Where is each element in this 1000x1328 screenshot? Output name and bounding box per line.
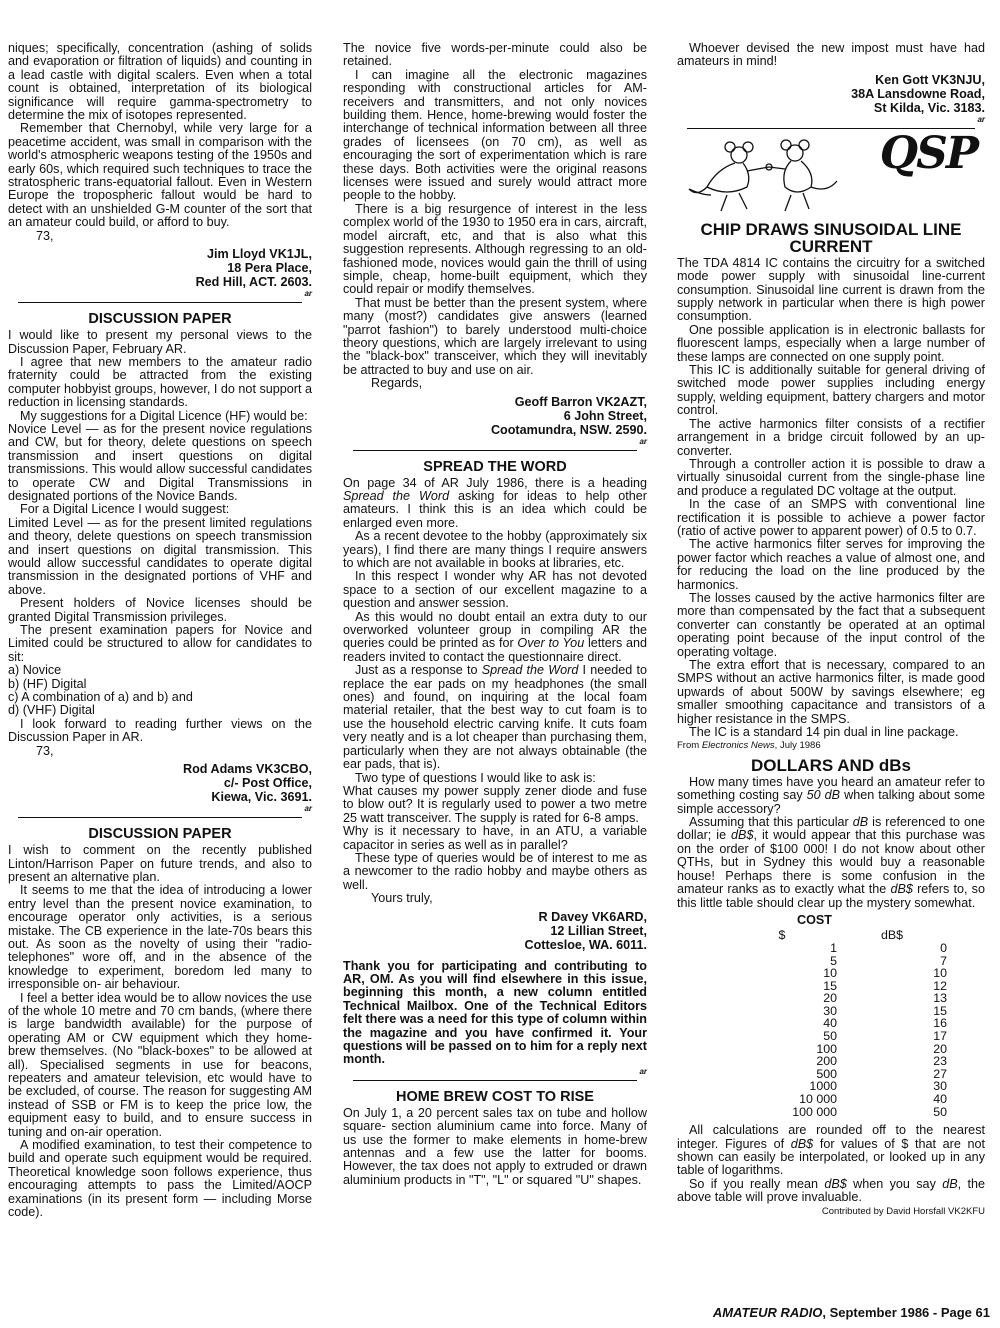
paragraph: This IC is additionally suitable for general driving of switched mode power supplies including energy supply, welding equipment, battery chargers and motor control. [677,363,985,418]
paragraph: For a Digital Licence I would suggest: [20,502,230,517]
paragraph: Limited Level — as for the present limited regulations and theory, delete questions on speech transmission and insert questions on digital transmission. This would allow successful candidates to operate digital transmission in the designated portions of VHF and above. [8,515,312,597]
list-item: b) (HF) Digital [8,676,87,691]
dollar-cell: 500 [816,1066,837,1081]
dancing-mice-illustration [677,137,877,217]
signature-r-davey [343,910,647,952]
paragraph: I can imagine all the electronic magazines responding with constructional articles for AM-receivers and transmitters, and not only novices building them. Hence, home-brewing would foster the interchange of technical information between all three grades of licensees (on 70 cm), as well as encouraging the sort of experimentation which is rare these days. Both activities were the original reasons licenses were issued and surely would attract more people to the hobby. [343,67,647,203]
qsp-banner [677,127,985,217]
table-row [727,1030,947,1043]
paragraph: Why is it necessary to have, in an ATU, a variable capacitor in series as well as in parallel? [343,824,647,852]
dollar-cell: 30 [823,1003,837,1018]
qsp-logo: QSP [879,127,977,179]
paragraph: One possible application is in electronic ballasts for fluorescent lamps, especially when a large number of these lamps are connected on one supply point. [677,322,985,364]
magazine-name: AMATEUR RADIO [712,1305,823,1320]
text-italic: dB$ [824,1176,847,1191]
paragraph: These type of queries would be of interest to me as a newcomer to the radio hobby and maybe others as well. [343,850,647,892]
list-item: c) A combination of a) and b) and [8,690,193,705]
text: letters and readers invited to contact the questionnaire direct. [343,636,648,664]
sig-line: Jim Lloyd VK1JL, [207,247,312,262]
dollar-cell: 10 [823,966,837,981]
text: , July 1986 [774,740,821,752]
closing: Yours truly, [371,891,433,906]
text-italic: dB$ [731,828,754,843]
table-row [727,1017,947,1030]
paragraph: In this respect I wonder why AR has not devoted space to a section of our excellent magazine to a question and answer session. [343,569,647,611]
ar-mark: ar [639,1066,647,1076]
table-header-cell: dB$ [880,928,904,943]
dollar-cell: 15 [823,978,837,993]
dollar-cell: 10 000 [799,1092,837,1107]
text-italic: Spread the Word [343,488,450,503]
text: refers to, so this little table should clear up the mystery somewhat. [677,882,985,910]
table-row [727,1068,947,1081]
paragraph [677,1124,985,1178]
paragraph: Novice Level — as for the present novice regulations and CW, but for theory, delete questions on speech transmission and insert questions on digital transmissions. This would allow successful candidates to operate CW and Digital Transmissions in designated portions of the Novice Bands. [8,421,312,503]
paragraph: I agree that new members to the amateur radio fraternity could be attracted from the existing computer hobbyist groups, however, I do not support a reduction in licensing standards. [8,354,312,410]
paragraph: Remember that Chernobyl, while very large for a peacetime accident, was small in comparison with the world's atmospheric weapons testing of the 1950s and early 60s, which required such techniques to trace the stratospheric trans-equatorial fallout. Even in Western Europe the tropospheric fallout would be hard to detect with an unshielded G-M counter of the sort that an amateur could build, or afford to buy. [8,121,312,230]
sig-line: St Kilda, Vic. 3183. [873,100,985,115]
text: As this would no doubt entail an extra duty to our overworked volunteer group in compiling AR the queries could be printed as for [343,609,647,651]
table-row [727,967,947,980]
dbs-cell: 30 [933,1079,947,1094]
dbs-cell: 0 [940,940,947,955]
sig-line: Cootamundra, NSW. 2590. [490,422,647,437]
sig-line: c/- Post Office, [223,776,312,791]
closing: 73, [36,743,54,758]
dbs-cell: 15 [933,1003,947,1018]
sig-line: Rod Adams VK3CBO, [183,762,312,777]
dollar-cell: 100 000 [792,1104,837,1119]
text: when talking about some simple accessory? [677,788,985,816]
text-italic: 50 dB [806,788,841,803]
text-italic: Over to You [517,636,585,651]
paragraph: The novice five words-per-minute could also be retained. [343,41,647,69]
table-row [727,1043,947,1056]
heading-home-brew: HOME BREW COST TO RISE [396,1088,594,1105]
paragraph: As a recent devotee to the hobby (approximately six years), I find there are many things I require answers to which are not available in books at libraries, etc. [343,529,647,570]
paragraph: Two type of questions I would like to ask is: [355,770,596,785]
heading-dollars-and-dbs: DOLLARS AND dBs [751,755,911,775]
text-italic: Spread the Word [481,663,579,678]
dbs-cell: 50 [933,1104,947,1119]
ar-mark: ar [304,804,312,814]
text: How many times have you heard an amateur refer to something costing say [677,774,985,803]
dbs-cell: 17 [933,1029,947,1044]
cost-table-title: COST [797,912,832,927]
paragraph [343,611,647,665]
dollar-cell: 20 [823,991,837,1006]
paragraph [343,477,647,531]
text: is referenced to one dollar; ie [677,815,985,843]
table-header-cell: $ [778,928,786,943]
sig-line: Geoff Barron VK2AZT, [514,394,647,409]
paragraph: niques; specifically, concentration (ashing of solids and evaporation or filtration of liquids) and counting in a lead castle with digital scalers. Even when a total count is obtained, interpretation of its biological significance will require gamma-spectrometry to determine the mix of isotopes represented. [8,41,312,123]
signature-rod-adams [8,762,312,804]
dbs-cell: 40 [933,1092,947,1107]
text-italic: Electronics News [701,740,775,752]
dollar-cell: 1 [830,940,837,955]
signature-ken-gott [677,73,985,115]
text: All calculations are rounded off to the nearest integer. Figures of [677,1123,985,1151]
closing: 73, [36,228,54,243]
heading-discussion-paper-2: DISCUSSION PAPER [88,826,232,843]
table-row [727,955,947,968]
table-row [727,980,947,993]
table-row [727,1106,947,1119]
dollar-cell: 40 [823,1016,837,1031]
divider [18,817,302,818]
paragraph: That must be better than the present system, where many (most?) candidates give answers (learned "parrot fashion") to barely understood multi-choice theory questions, which are largely irrelevant to using the "black-box" transceiver, which they will inevitably be attracted to buy and use on air. [343,295,647,377]
editor-note: Thank you for participating and contributing to AR, OM. As you will find elsewhere in this issue, beginning this month, a new column entitled Technical Mailbox. One of the Technical Editors felt there was a need for this type of column within the magazine and you have confirmed it. Your questions will be passed on to him for a reply next month. [343,958,647,1067]
text: So if you really mean [689,1176,825,1191]
dbs-cell: 16 [933,1016,947,1031]
dbs-cell: 23 [933,1054,947,1069]
paragraph [343,664,647,771]
paragraph: The extra effort that is necessary, compared to an SMPS without an active harmonics filter, is made good upwards of about 500W by savings elsewhere; eg smaller smoothing capacitance and transistors of a higher resistance in the SMPS. [677,658,985,726]
paragraph: It seems to me that the idea of introducing a lower entry level than the present novice examination, to encourage operator only activities, is a serious mistake. The CB experience in the late-70s bears this out. As soon as the novelty of using their "radio-telephones" wore off, and in the absence of the knowledge to experiment, boredom led many to irresponsible on- air behaviour. [8,883,312,992]
table-row [727,942,947,955]
paragraph: On July 1, a 20 percent sales tax on tube and hollow square- section aluminium came into force. Many of us use the former to make elements in home-brew antennas and a few use the latter for booms. However, the tax does not apply to extruded or drawn aluminium products in "T", "L" or squared "U" shapes. [343,1105,647,1187]
paragraph: What causes my power supply zener diode and fuse to blow out? It is regularly used to power a two metre 25 watt transceiver. The supply is rated for 6-8 amps. [343,783,647,825]
ar-mark: ar [639,436,647,446]
sig-line: Kiewa, Vic. 3691. [211,790,312,805]
heading-spread-the-word: SPREAD THE WORD [423,458,567,475]
page-footer [700,1305,990,1320]
signature-geoff-barron [343,395,647,437]
text: Assuming that this particular [689,815,853,830]
table-header-row [727,929,947,942]
text-italic: dB [852,815,869,830]
paragraph: A modified examination, to test their competence to build and operate such equipment would be required. Theoretical knowledge soon follows experience, thus encouraging attempts to pass the Limited/AOCP examinations (in its present form — including Morse code). [8,1138,312,1220]
sig-line: Red Hill, ACT. 2603. [195,275,312,290]
text: I needed to replace the ear pads on my headphones (the small ones) and found, on inquiring at the local foam material retailer, that the best way to cut foam is to use the household electric carving knife. It cuts foam very neatly and is a lot cheaper than purchasing them, particularly when they are not always obtainable (the ear pads, that is). [343,663,647,772]
dollar-cell: 50 [823,1029,837,1044]
issue-page: , September 1986 - Page 61 [822,1305,990,1320]
divider [353,1080,637,1081]
dbs-cell: 12 [933,978,947,993]
column-3 [677,42,985,1218]
text-italic: dB$ [790,1136,814,1151]
cost-table [727,929,947,1118]
dollar-cell: 200 [816,1054,837,1069]
dollar-cell: 100 [816,1041,837,1056]
sig-line: Cottesloe, WA. 6011. [524,937,647,952]
paragraph: My suggestions for a Digital Licence (HF) would be: [20,408,308,423]
paragraph: I would like to present my personal views to the Discussion Paper, February AR. [8,328,312,356]
paragraph: The active harmonics filter consists of a rectifier arrangement in a bridge circuit followed by an up-converter. [677,416,985,458]
paragraph: I wish to comment on the recently published Linton/Harrison Paper on future trends, and also to present an alternative plan. [8,843,312,884]
column-2 [343,42,647,1187]
heading-chip-draws: CHIP DRAWS SINUSOIDAL LINE CURRENT [700,219,962,256]
text: From [677,740,702,752]
table-row [727,992,947,1005]
ar-mark: ar [977,114,985,124]
signature-jim-lloyd [8,247,312,289]
sig-line: 12 Lillian Street, [550,923,647,938]
text: Just as a response to [355,663,482,678]
paragraph: Present holders of Novice licenses should be granted Digital Transmission privileges. [8,596,312,624]
list-item: a) Novice [8,663,62,678]
ar-mark: ar [304,289,312,299]
text-italic: dB$ [890,882,913,897]
paragraph: In the case of an SMPS with conventional line rectification it is possible to achieve a power factor (ratio of active power to apparent power) of 0.5 to 0.7. [677,497,985,538]
paragraph: There is a big resurgence of interest in the less complex world of the 1930 to 1950 era in cars, aircraft, model aircraft, etc, and that is also what this suggestion represents. Although regressing to an old-fashioned mode, novices would gain the thrill of using simple, cheap, home-built equipment, which they could repair or modify themselves. [343,201,647,297]
text: On page 34 of AR July 1986, there is a heading [343,475,647,490]
dollar-cell: 1000 [809,1079,837,1094]
table-row [727,1055,947,1068]
heading-discussion-paper-1: DISCUSSION PAPER [88,311,232,328]
sig-line: R Davey VK6ARD, [538,909,647,924]
sig-line: Ken Gott VK3NJU, [875,72,985,87]
text: , it would appear that this purchase was on the order of $100 000! I do not know about other QTHs, but in Sydney this would buy a reasonable house! Perhaps there is some confusion in the amateur ranks as to exactly what the [677,828,985,897]
text: asking for ideas to help other amateurs. I think this is an idea which could be enlarged even more. [343,488,647,530]
text: for values of $ that are not shown can easily be interpolated, or looked up in any table of logarithms. [677,1136,985,1178]
text: , the above table will prove invaluable. [677,1176,985,1205]
source-credit [677,739,985,752]
paragraph: Through a controller action it is possible to draw a virtually sinusoidal current from the single-phase line and produce a regulated DC voltage at the output. [677,456,985,498]
column-1 [8,42,312,1219]
dbs-cell: 10 [933,966,947,981]
paragraph: I feel a better idea would be to allow novices the use of the whole 10 metre and 70 cm bands, (where there is large bandwidth available) for the purpose of operating AM or CW equipment which they home-brew themselves. (No "black-boxes" to be allowed at all). Specialised segments in use for beacons, repeaters and amateur television, etc would have to be excluded, of course. The reason for suggesting AM instead of SSB or FM is to keep the price low, the equipment easy to build, and to ensure success in tuning and on-air operation. [8,990,312,1139]
text: when you say [846,1176,943,1191]
dbs-cell: 20 [933,1041,947,1056]
contributor-credit: Contributed by David Horsfall VK2KFU [821,1205,985,1217]
paragraph: The present examination papers for Novice and Limited could be structured to allow for candidates to sit: [8,623,312,664]
dbs-cell: 27 [933,1066,947,1081]
paragraph [677,816,985,910]
list-item: d) (VHF) Digital [8,703,95,718]
paragraph: The active harmonics filter serves for improving the power factor which reaches a value of almost one, and for reducing the load on the line produced by the harmonics. [677,537,985,592]
sig-line: 6 John Street, [563,408,647,423]
table-row [727,1093,947,1106]
paragraph [677,776,985,816]
dbs-cell: 13 [933,991,947,1006]
text-italic: dB [942,1176,958,1191]
paragraph: The losses caused by the active harmonics filter are more than compensated by the fact that a subsequent converter can constantly be operated at an optimal operating point because of the input control of the operating voltage. [677,590,985,659]
divider [18,302,302,303]
table-row [727,1005,947,1018]
paragraph [677,1178,985,1205]
closing: Regards, [371,376,423,391]
paragraph: Whoever devised the new impost must have had amateurs in mind! [677,41,985,69]
sig-line: 38A Lansdowne Road, [851,86,985,101]
divider [353,450,637,451]
paragraph: The TDA 4814 IC contains the circuitry for a switched mode power supply with sinusoidal line-current consumption. Sinusoidal line current is drawn from the supply network in particular when there is high power consumption. [677,255,985,324]
paragraph: The IC is a standard 14 pin dual in line package. [689,725,959,740]
table-row [727,1080,947,1093]
sig-line: 18 Pera Place, [227,261,312,276]
dollar-cell: 5 [830,953,837,968]
paragraph: I look forward to reading further views on the Discussion Paper in AR. [8,716,312,745]
dbs-cell: 7 [940,953,947,968]
